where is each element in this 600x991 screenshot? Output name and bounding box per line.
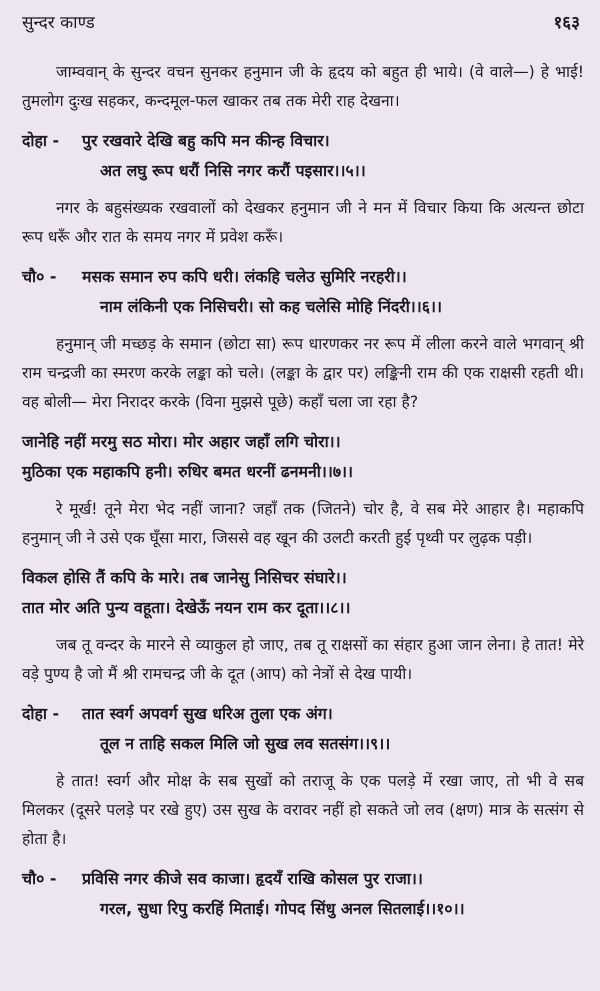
verse-label: दोहा -: [22, 131, 60, 150]
verse-label: चौ० -: [22, 869, 57, 888]
verse-label: चौ० -: [22, 267, 57, 286]
verse-text: पुर रखवारे देखि बहु कपि मन कीन्ह विचार।: [82, 131, 330, 150]
verse-text: मुठिका एक महाकपि हनी। रुधिर बमत धरनीं ढनमनी।।७।।: [22, 462, 354, 481]
verse-text: नाम लंकिनी एक निसिचरी। सो कह चलेसि मोहि निंदरी।।६।।: [100, 297, 442, 316]
page-body: [22, 58, 584, 932]
prose-paragraph: जब तू वन्दर के मारने से व्याकुल हो जाए, तब तू राक्षसों का संहार हुआ जान लेना। हे तात! मेरे वड़े पुण्य है जो मैं श्री रामचन्द्र जी के दूत (आप) को नेत्रों से देख पायी।: [22, 636, 584, 683]
verse-block: [22, 126, 584, 186]
verse-block: [22, 427, 584, 487]
verse-text: अत लघु रूप धरौं निसि नगर करौं पइसार।।५।।: [100, 161, 366, 180]
verse-text: मसक समान रुप कपि धरी। लंकहि चलेउ सुमिरि नरहरी।।: [82, 267, 407, 286]
verse-line: [22, 126, 584, 156]
verse-line: [22, 894, 584, 924]
prose-paragraph: जाम्ववान् के सुन्दर वचन सुनकर हनुमान जी के हृदय को बहुत ही भाये। (वे वाले—) हे भाई! तुमलोग दुःख सहकर, कन्दमूल-फल खाकर तब तक मेरी राह देखना।: [22, 63, 584, 110]
prose-paragraph: हनुमान् जी मच्छड़ के समान (छोटा सा) रूप धारणकर नर रूप में लीला करने वाले भगवान् श्री राम चन्द्रजी का स्मरण करके लङ्का को चले। (लङ्का के द्वार पर) लङ्किनी राम की एक राक्षसी रहती थी। वह बोली— मेरा निरादर करके (विना मुझसे पूछे) कहाँ चला जा रहा है?: [22, 335, 584, 411]
verse-text: जानेहि नहीं मरमु सठ मोरा। मोर अहार जहाँ लगि चोरा।।: [22, 432, 341, 451]
prose-paragraph: रे मूर्ख! तूने मेरा भेद नहीं जाना? जहाँ तक (जितने) चोर है, वे सब मेरे आहार है। महाकपि हनुमान् जी ने उसे एक घूँसा मारा, जिससे वह खून की उलटी करती हुई पृथ्वी पर लुढ़क पड़ी।: [22, 500, 584, 547]
verse-text: प्रविसि नगर कीजे सव काजा। हृदयँ राखि कोसल पुर राजा।।: [82, 869, 423, 888]
verse-line: [22, 156, 584, 186]
verse-label: दोहा -: [22, 704, 60, 723]
verse-text: गरल, सुधा रिपु करहिं मिताई। गोपद सिंधु अनल सितलाई।।१०।।: [100, 899, 465, 918]
verse-line: [22, 427, 584, 457]
verse-line: [22, 593, 584, 623]
verse-line: [22, 563, 584, 593]
verse-text: तूल न ताहि सकल मिलि जो सुख लव सतसंग।।९।।: [100, 734, 391, 753]
verse-block: [22, 699, 584, 759]
chapter-title: सुन्दर काण्ड: [22, 13, 95, 33]
verse-block: [22, 262, 584, 322]
verse-line: [22, 262, 584, 292]
verse-text: तात स्वर्ग अपवर्ग सुख धरिअ तुला एक अंग।: [82, 704, 333, 723]
verse-line: [22, 457, 584, 487]
prose-paragraph: नगर के बहुसंख्यक रखवालों को देखकर हनुमान जी ने मन में विचार किया कि अत्यन्त छोटा रूप धरूँ और रात के समय नगर में प्रवेश करूँ।: [22, 199, 584, 246]
page-number: १६३: [553, 13, 580, 33]
verse-text: विकल होसि तैं कपि के मारे। तब जानेसु निसिचर संघारे।।: [22, 568, 347, 587]
prose-paragraph: हे तात! स्वर्ग और मोक्ष के सब सुखों को तराजू के एक पलड़े में रखा जाए, तो भी वे सब मिलकर (दूसरे पलड़े पर रखे हुए) उस सुख के वरावर नहीं हो सकते जो लव (क्षण) मात्र के सत्संग से होता है।: [22, 772, 585, 848]
verse-text: तात मोर अति पुन्य वहूता। देखेऊँ नयन राम कर दूता।।८।।: [22, 598, 351, 617]
verse-line: [22, 292, 584, 322]
verse-line: [22, 864, 584, 894]
verse-block: [22, 864, 584, 924]
verse-line: [22, 699, 584, 729]
verse-line: [22, 729, 584, 759]
verse-block: [22, 563, 584, 623]
